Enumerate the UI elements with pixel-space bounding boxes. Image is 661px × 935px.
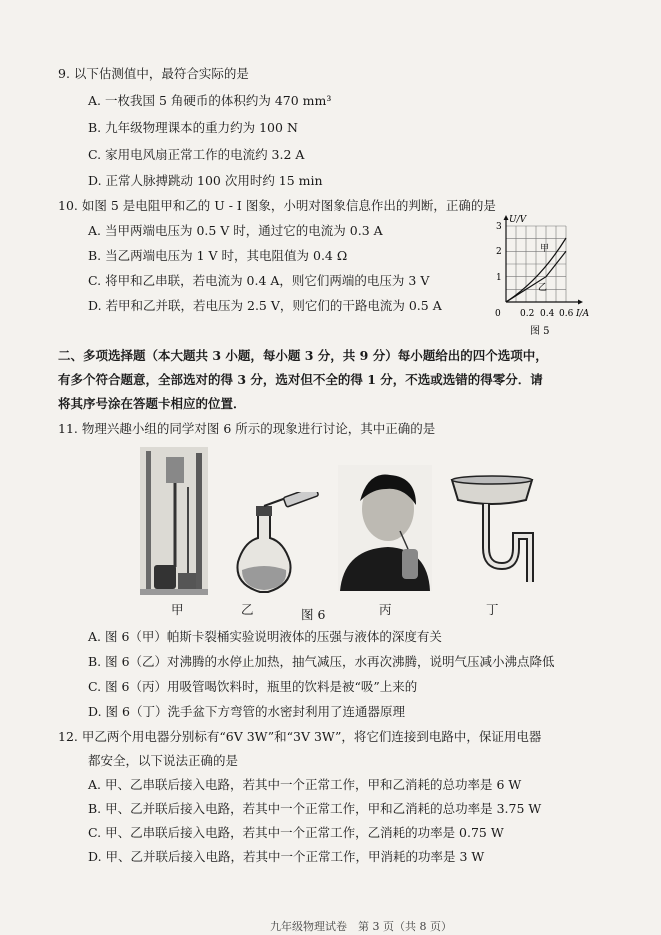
x-axis-label: I/A (576, 309, 590, 319)
section2-line2: 有多个符合题意，全部选对的得 3 分，选对但不全的得 1 分，不选或选错的得零分．请 (58, 372, 543, 387)
x-tick-0.6: 0.6 (559, 309, 574, 319)
figure-6-jia-pascal-barrel (140, 447, 208, 595)
x-axis-arrow (578, 300, 583, 305)
curve-label-yi: 乙 (538, 283, 548, 293)
figure-6-label-jia: 甲 (171, 602, 184, 617)
q10-option-b: B. 当乙两端电压为 1 V 时，其电阻值为 0.4 Ω (88, 248, 348, 263)
q11-option-c: C. 图 6（丙）用吸管喝饮料时，瓶里的饮料是被“吸”上来的 (88, 679, 418, 694)
q12-option-a: A. 甲、乙串联后接入电路，若其中一个正常工作，甲和乙消耗的总功率是 6 W (88, 777, 522, 792)
page-footer: 九年级物理试卷 第 3 页（共 8 页） (270, 920, 452, 933)
figure-5-caption: 图 5 (530, 326, 550, 336)
section2-line3: 将其序号涂在答题卡相应的位置． (58, 396, 246, 411)
figure-6-bing-drinking-straw (338, 465, 432, 591)
q12-stem-line1: 12. 甲乙两个用电器分别标有“6V 3W”和“3V 3W”，将它们连接到电路中，保证用电器 (58, 729, 542, 744)
q12-option-c: C. 甲、乙串联后接入电路，若其中一个正常工作，乙消耗的功率是 0.75 W (88, 825, 504, 840)
q9-option-c: C. 家用电风扇正常工作的电流约 3.2 A (88, 147, 305, 162)
q11-option-d: D. 图 6（丁）洗手盆下方弯管的水密封利用了连通器原理 (88, 704, 405, 719)
q9-option-d: D. 正常人脉搏跳动 100 次用时约 15 min (88, 173, 323, 188)
y-axis-arrow (504, 215, 509, 220)
figure-5-ui-graph (490, 210, 590, 336)
y-tick-2: 2 (496, 247, 502, 257)
y-tick-1: 1 (496, 273, 502, 283)
figure-6-label-ding: 丁 (486, 602, 499, 617)
x-tick-0.2: 0.2 (520, 309, 535, 319)
figure-6-label-yi: 乙 (241, 602, 254, 617)
q11-option-b: B. 图 6（乙）对沸腾的水停止加热，抽气减压，水再次沸腾，说明气压减小沸点降低 (88, 654, 555, 669)
section2-line1: 二、多项选择题（本大题共 3 小题，每小题 3 分，共 9 分）每小题给出的四个选项中， (58, 348, 548, 363)
y-axis-label: U/V (509, 215, 527, 225)
x-tick-0: 0 (495, 309, 501, 319)
q9-stem: 9. 以下估测值中，最符合实际的是 (58, 66, 249, 81)
q9-option-a: A. 一枚我国 5 角硬币的体积约为 470 mm³ (88, 93, 332, 108)
q10-stem: 10. 如图 5 是电阻甲和乙的 U - I 图象，小明对图象信息作出的判断，正确的是 (58, 198, 496, 213)
y-tick-3: 3 (496, 222, 502, 232)
q9-option-b: B. 九年级物理课本的重力约为 100 N (88, 120, 298, 135)
grid (506, 226, 566, 302)
figure-6-caption: 图 6 (301, 607, 326, 622)
figure-6-yi-flask-syringe (230, 492, 322, 596)
q10-option-d: D. 若甲和乙并联，若电压为 2.5 V，则它们的干路电流为 0.5 A (88, 298, 442, 313)
figure-6-ding-sink-trap (450, 474, 534, 584)
q12-option-b: B. 甲、乙并联后接入电路，若其中一个正常工作，甲和乙消耗的总功率是 3.75 W (88, 801, 542, 816)
q11-stem: 11. 物理兴趣小组的同学对图 6 所示的现象进行讨论，其中正确的是 (58, 421, 436, 436)
figure-6-label-bing: 丙 (379, 602, 392, 617)
curve-label-jia: 甲 (540, 244, 550, 254)
q12-option-d: D. 甲、乙并联后接入电路，若其中一个正常工作，甲消耗的功率是 3 W (88, 849, 485, 864)
q10-option-a: A. 当甲两端电压为 0.5 V 时，通过它的电流为 0.3 A (88, 223, 383, 238)
q12-stem-line2: 都安全，以下说法正确的是 (88, 753, 239, 768)
q10-option-c: C. 将甲和乙串联，若电流为 0.4 A，则它们两端的电压为 3 V (88, 273, 430, 288)
q11-option-a: A. 图 6（甲）帕斯卡裂桶实验说明液体的压强与液体的深度有关 (88, 629, 442, 644)
x-tick-0.4: 0.4 (540, 309, 555, 319)
